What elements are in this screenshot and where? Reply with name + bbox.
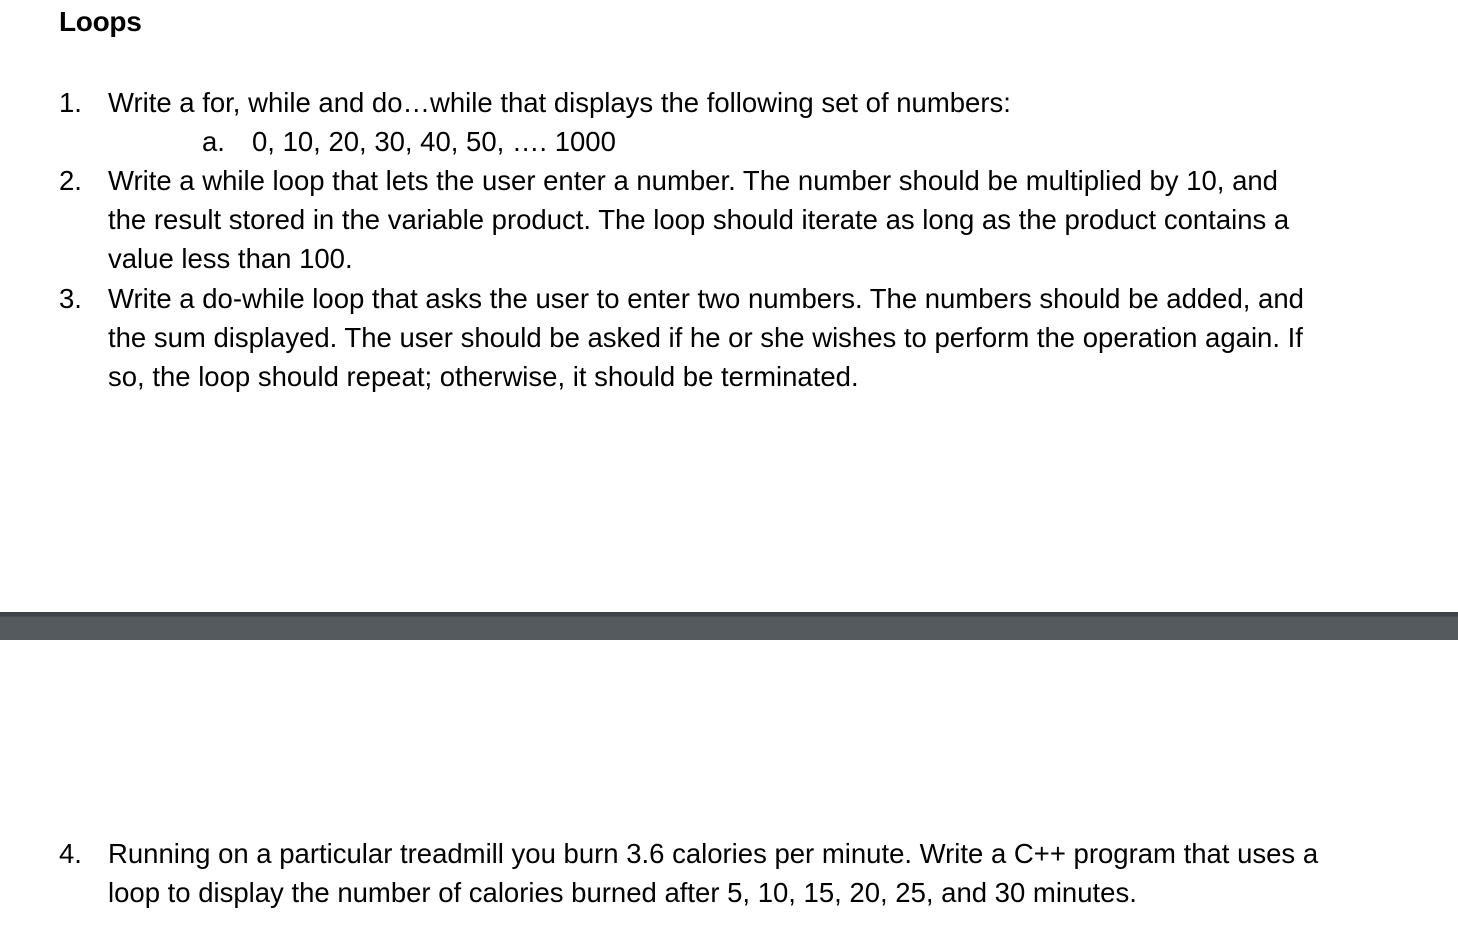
question-line: Running on a particular treadmill you burn 3.6 calories per minute. Write a C++ program that uses a (108, 838, 1319, 869)
question-number: 1. (59, 87, 82, 118)
question-line: the sum displayed. The user should be asked if he or she wishes to perform the operation again. If (108, 322, 1303, 353)
question-text (108, 279, 1428, 396)
question-line: Write a while loop that lets the user enter a number. The number should be multiplied by 10, and (108, 165, 1278, 196)
question-line: so, the loop should repeat; otherwise, it should be terminated. (108, 361, 859, 392)
question-line: Write a do-while loop that asks the user to enter two numbers. The numbers should be added, and (108, 283, 1304, 314)
page-title: Loops (59, 6, 142, 37)
subitem-label: a. (202, 126, 225, 157)
question-number: 4. (59, 838, 82, 869)
question-text (108, 834, 1428, 912)
question-text (108, 83, 1428, 122)
question-line: Write a for, while and do…while that displays the following set of numbers: (108, 87, 1011, 118)
page-divider (0, 612, 1458, 640)
question-number: 2. (59, 165, 82, 196)
subitem-text: 0, 10, 20, 30, 40, 50, …. 1000 (252, 126, 616, 157)
question-line: loop to display the number of calories burned after 5, 10, 15, 20, 25, and 30 minutes. (108, 877, 1137, 908)
question-line: value less than 100. (108, 243, 353, 274)
question-number: 3. (59, 283, 82, 314)
question-text (108, 161, 1428, 278)
question-line: the result stored in the variable product. The loop should iterate as long as the product contains a (108, 204, 1290, 235)
